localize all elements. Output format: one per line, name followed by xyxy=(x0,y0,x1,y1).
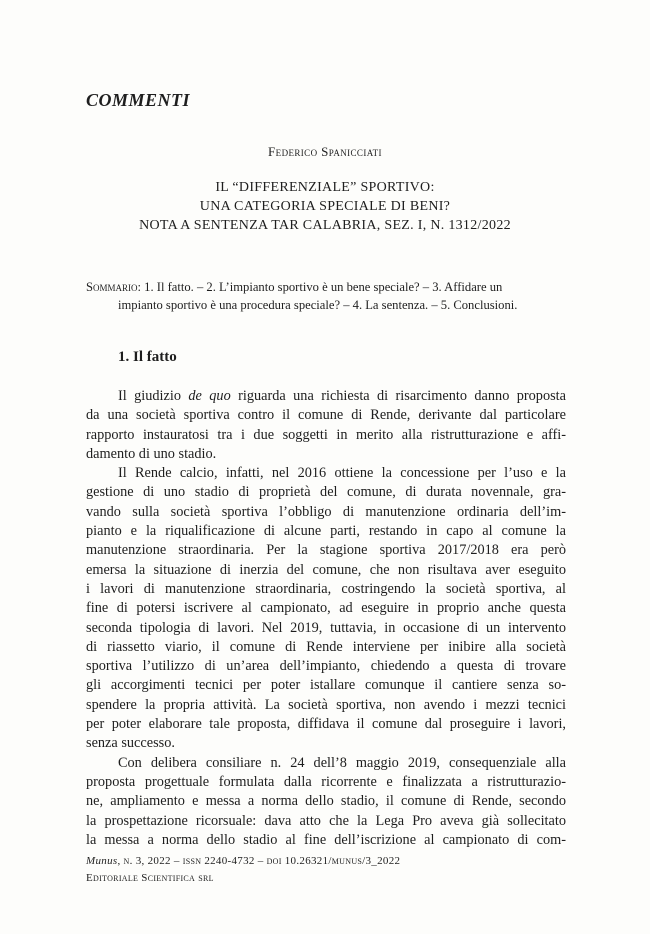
title-line: NOTA A SENTENZA TAR CALABRIA, SEZ. I, N. 1312/2022 xyxy=(139,218,511,233)
table-of-contents xyxy=(86,278,566,314)
paragraph-line: fine di potersi iscrivere al campionato, ad eseguire in proprio anche questa xyxy=(86,600,566,617)
paragraph-line: senza successo. xyxy=(86,735,175,752)
paragraph-line: vando sulla società sportiva l’obbligo di manutenzione ordinaria dell’im- xyxy=(86,503,566,520)
page-footer xyxy=(86,853,400,887)
article-title xyxy=(60,178,590,235)
paragraph-line: ne, ampliamento e messa a norma dello stadio, il comune di Rende, secondo xyxy=(86,793,566,810)
journal-name: Munus xyxy=(86,855,118,867)
title-line: IL “DIFFERENZIALE” SPORTIVO: xyxy=(215,180,435,195)
paragraph-line: manutenzione straordinaria. Per la stagione sportiva 2017/2018 era però xyxy=(86,542,566,559)
author-name: Federico Spanicciati xyxy=(268,144,382,159)
paragraph-line: sportiva l’utilizzo di un’area dell’impianto, chiedendo a questa di trovare xyxy=(86,658,566,675)
paragraph-line: i lavori di manutenzione straordinaria, costringendo la società sportiva, al xyxy=(86,580,566,597)
paragraph-line: da una società sportiva contro il comune di Rende, derivante dal particolare xyxy=(86,407,566,424)
summary-line: impianto sportivo è una procedura speciale? – 4. La sentenza. – 5. Conclusioni. xyxy=(118,298,518,312)
body-text xyxy=(86,387,566,850)
latin-phrase: de quo xyxy=(188,388,231,404)
paragraph-line: gestione di uno stadio di proprietà del comune, di durata novennale, gra- xyxy=(86,484,566,501)
paragraph-line: la prospettazione ricorsuale: dava atto che la Lega Pro aveva già sollecitato xyxy=(86,812,566,829)
paragraph-line: damento di uno stadio. xyxy=(86,445,217,462)
summary-label: Sommario: xyxy=(86,280,142,294)
paragraph-line: Con delibera consiliare n. 24 dell’8 maggio 2019, consequenziale alla xyxy=(118,754,566,771)
citation-details: , n. 3, 2022 – issn 2240-4732 – doi 10.26321/munus/3_2022 xyxy=(117,855,401,867)
paragraph-line: rapporto instauratosi tra i due soggetti in merito alla ristrutturazione e affi- xyxy=(86,426,566,443)
summary-line: 1. Il fatto. – 2. L’impianto sportivo è un bene speciale? – 3. Affidare un xyxy=(144,280,503,294)
section-heading: 1. Il fatto xyxy=(118,349,177,365)
paragraph-line: la messa a norma dello stadio al fine dell’iscrizione al campionato di com- xyxy=(86,831,566,848)
paragraph-line: di riassetto viario, il comune di Rende interviene per inibire alla società xyxy=(86,638,566,655)
paragraph-line: spendere la propria attività. La società sportiva, non avendo i mezzi tecnici xyxy=(86,696,566,713)
paragraph-line: Il Rende calcio, infatti, nel 2016 ottiene la concessione per l’uso e la xyxy=(118,465,566,482)
citation-line xyxy=(86,853,400,870)
paragraph-line: seconda tipologia di lavori. Nel 2019, tuttavia, in occasione di un intervento xyxy=(86,619,566,636)
paragraph-line: gli accorgimenti tecnici per poter istallare comunque il cantiere senza so- xyxy=(86,677,566,694)
paragraph-line: per poter elaborare tale proposta, diffidava il comune dal proseguire i lavori, xyxy=(86,716,566,733)
paragraph-line: Il giudizio de quo riguarda una richiesta di risarcimento danno proposta xyxy=(118,388,566,404)
paragraph-line: proposta progettuale formulata dalla ricorrente e finalizzata a ristrutturazio- xyxy=(86,773,566,790)
section-label: COMMENTI xyxy=(86,90,191,110)
publisher-name: Editoriale Scientifica srl xyxy=(86,872,214,884)
title-line: UNA CATEGORIA SPECIALE DI BENI? xyxy=(199,199,451,214)
paragraph-line: pianto e la riqualificazione di alcune parti, restando in capo al comune la xyxy=(86,523,566,540)
paragraph-line: emersa la situazione di inerzia del comune, che non risultava aver eseguito xyxy=(86,561,566,578)
